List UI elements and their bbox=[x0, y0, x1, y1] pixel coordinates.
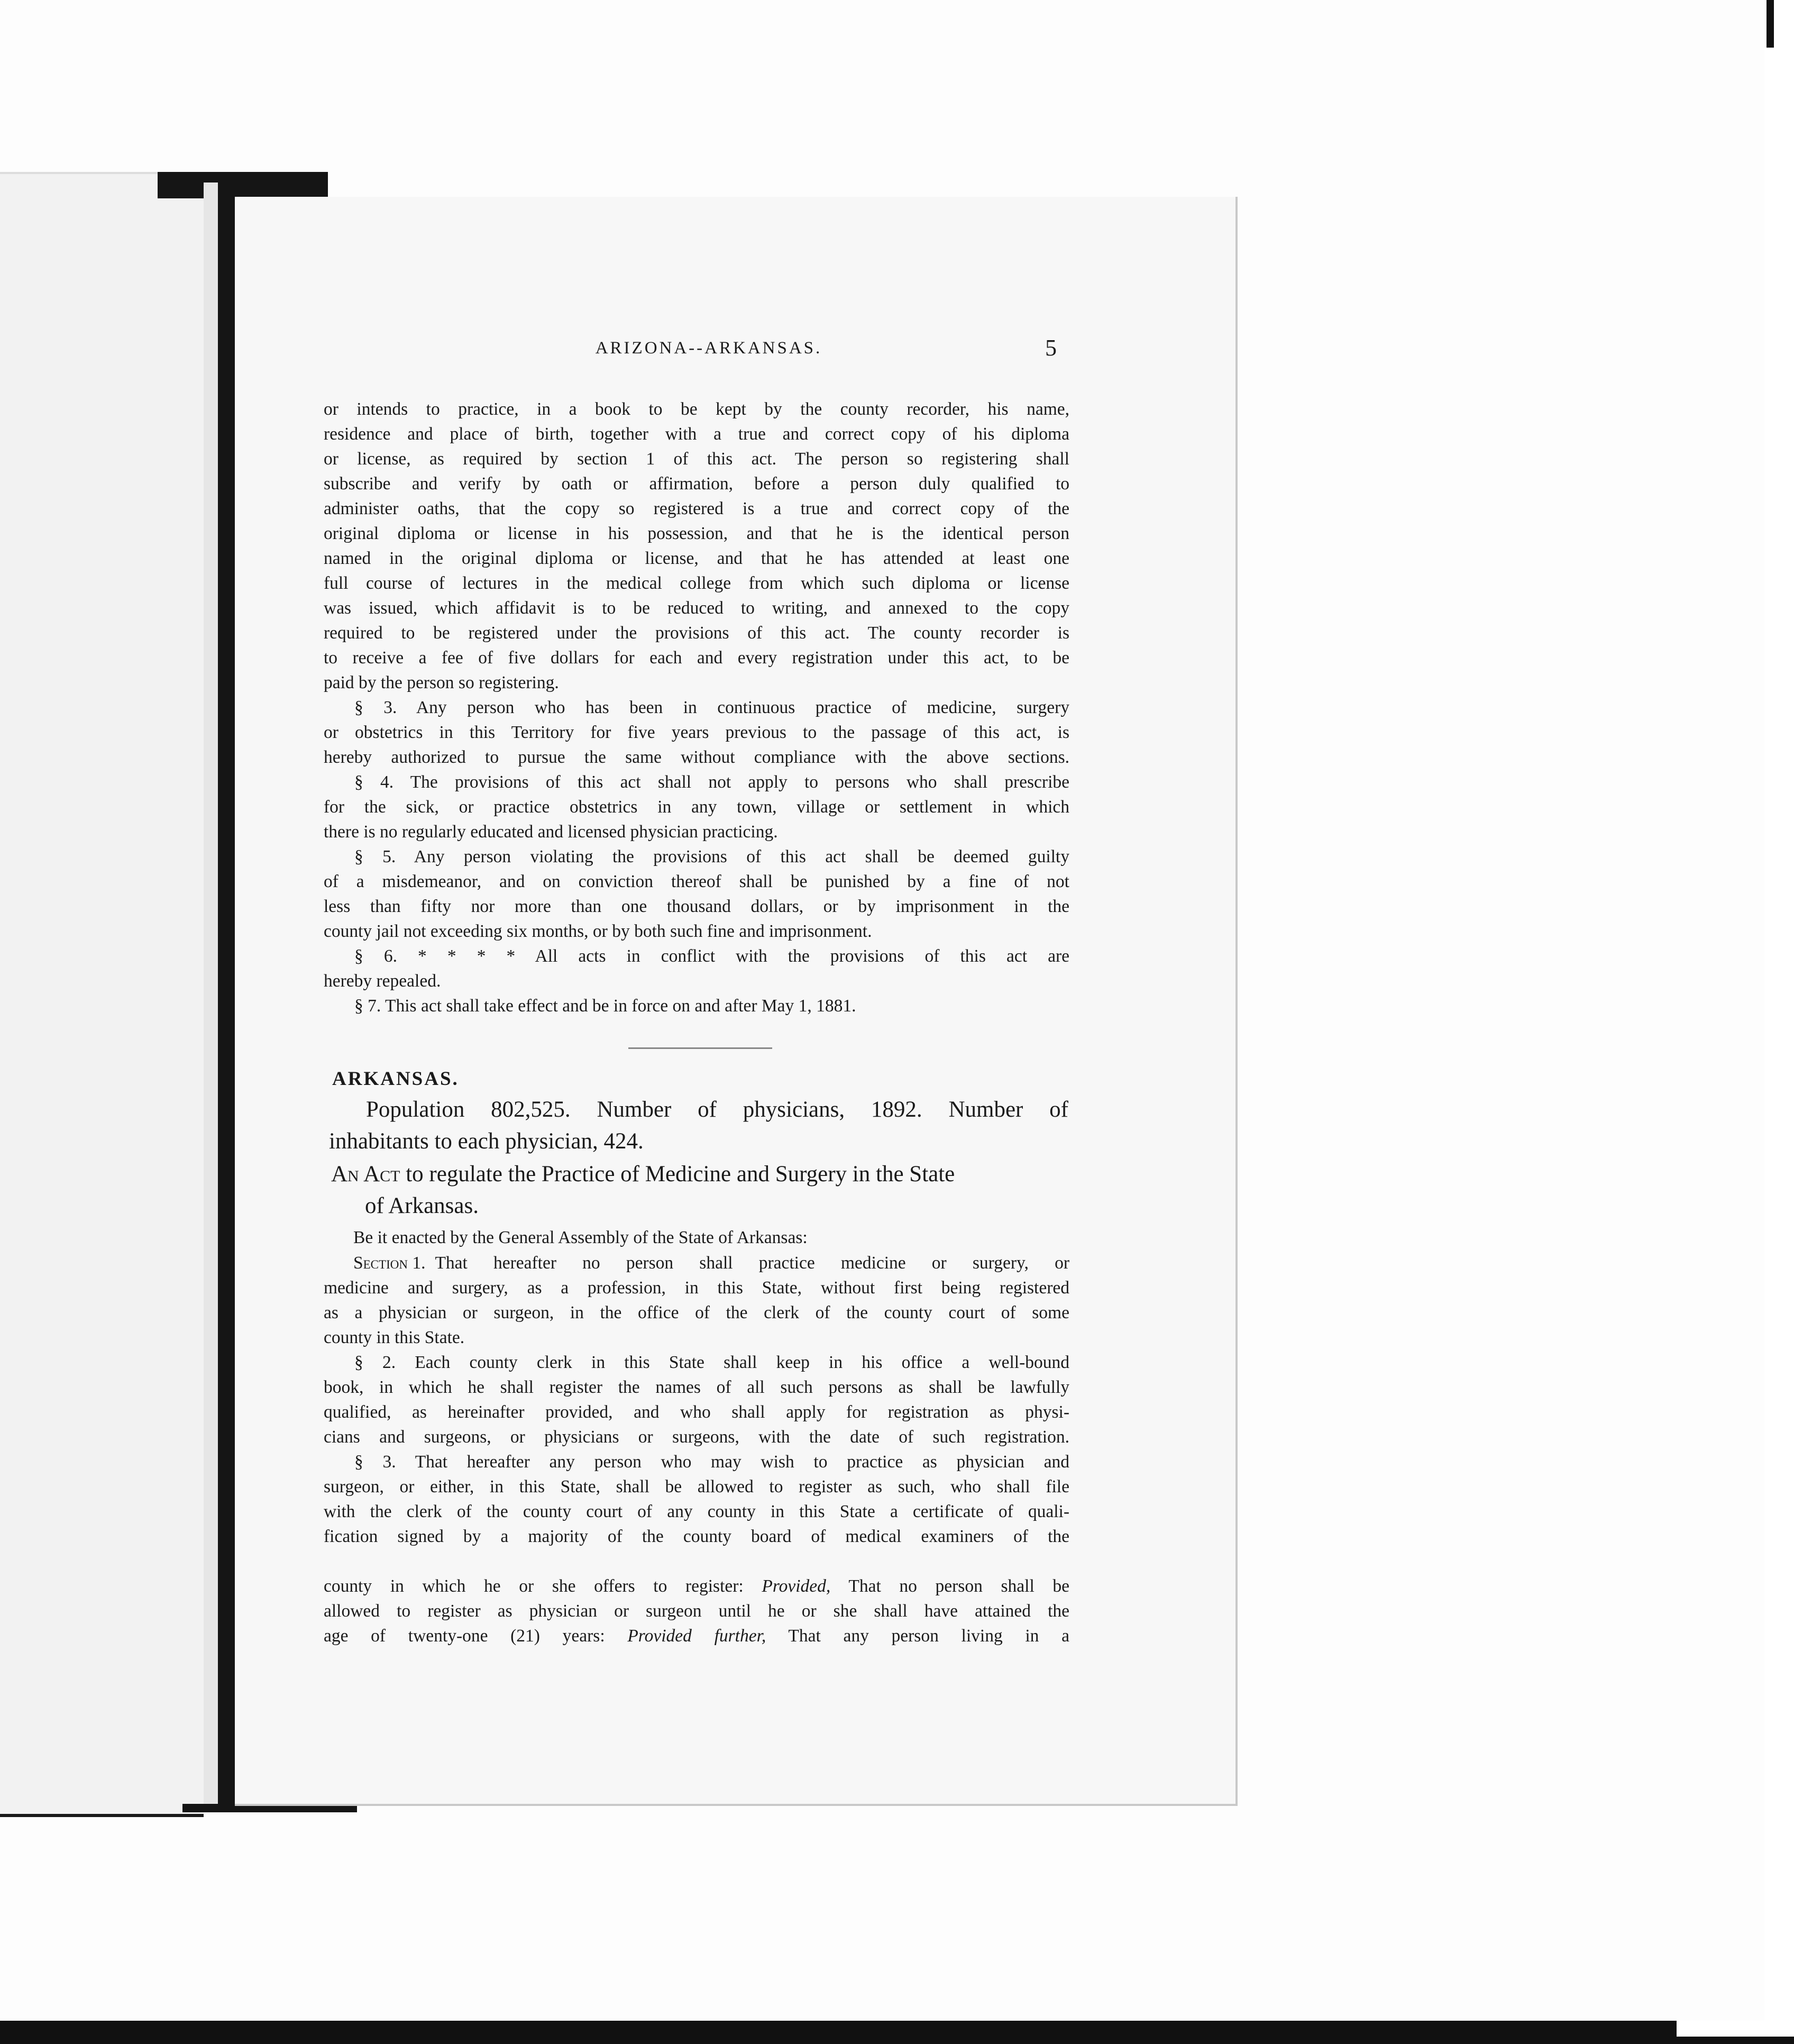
enacting-clause: Be it enacted by the General Assembly of the State of Arkansas: bbox=[353, 1228, 808, 1247]
text-line: medicine and surgery, as a profession, in this State, without first being registered bbox=[324, 1278, 1069, 1298]
proviso-line-2: allowed to register as physician or surgeon until he or she shall have attained the bbox=[324, 1601, 1069, 1621]
text-line: was issued, which affidavit is to be reduced to writing, and annexed to the copy bbox=[324, 598, 1069, 618]
text-line: residence and place of birth, together with a true and correct copy of his diploma bbox=[324, 424, 1069, 444]
text-line: administer oaths, that the copy so registered is a true and correct copy of the bbox=[324, 499, 1069, 518]
text-line: fication signed by a majority of the county board of medical examiners of the bbox=[324, 1527, 1069, 1546]
text-line: full course of lectures in the medical college from which such diploma or license bbox=[324, 573, 1069, 593]
text-line: to receive a fee of five dollars for each and every registration under this act, to be bbox=[324, 648, 1069, 668]
text-line: there is no regularly educated and licensed physician practicing. bbox=[324, 822, 778, 842]
previous-page-fragment bbox=[0, 172, 204, 1817]
text-line: § 7. This act shall take effect and be in force on and after May 1, 1881. bbox=[354, 996, 856, 1016]
scan-edge-mark bbox=[1766, 0, 1774, 48]
section-1-text: That hereafter no person shall practice medicine or surgery, or bbox=[435, 1253, 1069, 1273]
text-line: original diploma or license in his possession, and that he is the identical person bbox=[324, 524, 1069, 543]
text-line: named in the original diploma or license, and that he has attended at least one bbox=[324, 549, 1069, 568]
text-line: with the clerk of the county court of any county in this State a certificate of quali- bbox=[324, 1502, 1069, 1521]
text-line: or license, as required by section 1 of this act. The person so registering shall bbox=[324, 449, 1069, 469]
arizona-act-continued bbox=[324, 397, 1069, 1018]
text-line: § 2. Each county clerk in this State shall keep in his office a well-bound bbox=[354, 1353, 1069, 1372]
text-line: as a physician or surgeon, in the office of the clerk of the county court of some bbox=[324, 1303, 1069, 1322]
text-line: for the sick, or practice obstetrics in any town, village or settlement in which bbox=[324, 797, 1069, 817]
text-line: surgeon, or either, in this State, shall be allowed to register as such, who shall file bbox=[324, 1477, 1069, 1496]
act-title-text: to regulate the Practice of Medicine and Surgery in the State bbox=[406, 1162, 955, 1187]
proviso-line-3 bbox=[324, 1623, 1069, 1648]
text-line: subscribe and verify by oath or affirmation, before a person duly qualified to bbox=[324, 474, 1069, 494]
proviso-line-1-b: That no person shall be bbox=[848, 1576, 1070, 1596]
scan-margin-corner bbox=[1677, 2021, 1794, 2037]
book-spine bbox=[218, 197, 235, 1808]
section-1-label: Section 1. bbox=[353, 1253, 426, 1273]
proviso-line-3-a: age of twenty-one (21) years: bbox=[324, 1626, 605, 1646]
text-line: qualified, as hereinafter provided, and who shall apply for registration as physi- bbox=[324, 1402, 1069, 1422]
scan-margin-bottom bbox=[0, 2021, 1794, 2044]
arkansas-heading: ARKANSAS. bbox=[332, 1068, 459, 1090]
scan-margin-right bbox=[1764, 0, 1794, 2044]
act-title-line-1 bbox=[331, 1160, 1068, 1189]
section-divider bbox=[628, 1047, 772, 1049]
text-line: or intends to practice, in a book to be kept by the county recorder, his name, bbox=[324, 399, 1069, 419]
proviso-line-3-b: That any person living in a bbox=[788, 1626, 1069, 1646]
text-line: book, in which he shall register the names of all such persons as shall be lawfully bbox=[324, 1377, 1069, 1397]
text-line: paid by the person so registering. bbox=[324, 673, 559, 692]
population-line-1: Population 802,525. Number of physicians, 1892. Number of bbox=[366, 1097, 1068, 1122]
text-line: county jail not exceeding six months, or by both such fine and imprisonment. bbox=[324, 921, 872, 941]
act-title-prefix: An Act bbox=[331, 1162, 400, 1187]
page-gutter bbox=[204, 182, 218, 1806]
proviso-block bbox=[324, 1574, 1069, 1648]
text-line: § 6. * * * * All acts in conflict with the provisions of this act are bbox=[354, 946, 1069, 966]
section-1-first-line bbox=[353, 1251, 1069, 1275]
text-line: cians and surgeons, or physicians or surgeons, with the date of such registration. bbox=[324, 1427, 1069, 1447]
act-title-line-2: of Arkansas. bbox=[365, 1193, 479, 1218]
text-line: § 3. Any person who has been in continuous practice of medicine, surgery bbox=[354, 698, 1069, 717]
page-number: 5 bbox=[1045, 335, 1057, 361]
proviso-line-1 bbox=[324, 1574, 1069, 1599]
provided-word: Provided, bbox=[762, 1576, 831, 1596]
text-line: less than fifty nor more than one thousand dollars, or by imprisonment in the bbox=[324, 897, 1069, 916]
text-line: required to be registered under the provisions of this act. The county recorder is bbox=[324, 623, 1069, 643]
text-line: § 4. The provisions of this act shall not apply to persons who shall prescribe bbox=[354, 772, 1069, 792]
text-line: county in this State. bbox=[324, 1328, 465, 1347]
provided-further-word: Provided further, bbox=[627, 1626, 766, 1646]
arkansas-act-text bbox=[324, 1275, 1069, 1549]
running-head: ARIZONA--ARKANSAS. bbox=[595, 339, 822, 358]
text-line: or obstetrics in this Territory for five years previous to the passage of this act, is bbox=[324, 723, 1069, 742]
text-line: § 5. Any person violating the provisions of this act shall be deemed guilty bbox=[354, 847, 1069, 866]
text-line: of a misdemeanor, and on conviction thereof shall be punished by a fine of not bbox=[324, 872, 1069, 891]
proviso-line-1-a: county in which he or she offers to register: bbox=[324, 1576, 744, 1596]
text-line: § 3. That hereafter any person who may wish to practice as physician and bbox=[354, 1452, 1069, 1472]
book-spine-top bbox=[158, 172, 328, 198]
text-line: hereby authorized to pursue the same without compliance with the above sections. bbox=[324, 747, 1069, 767]
text-line: hereby repealed. bbox=[324, 971, 441, 991]
population-line-2: inhabitants to each physician, 424. bbox=[329, 1129, 644, 1154]
